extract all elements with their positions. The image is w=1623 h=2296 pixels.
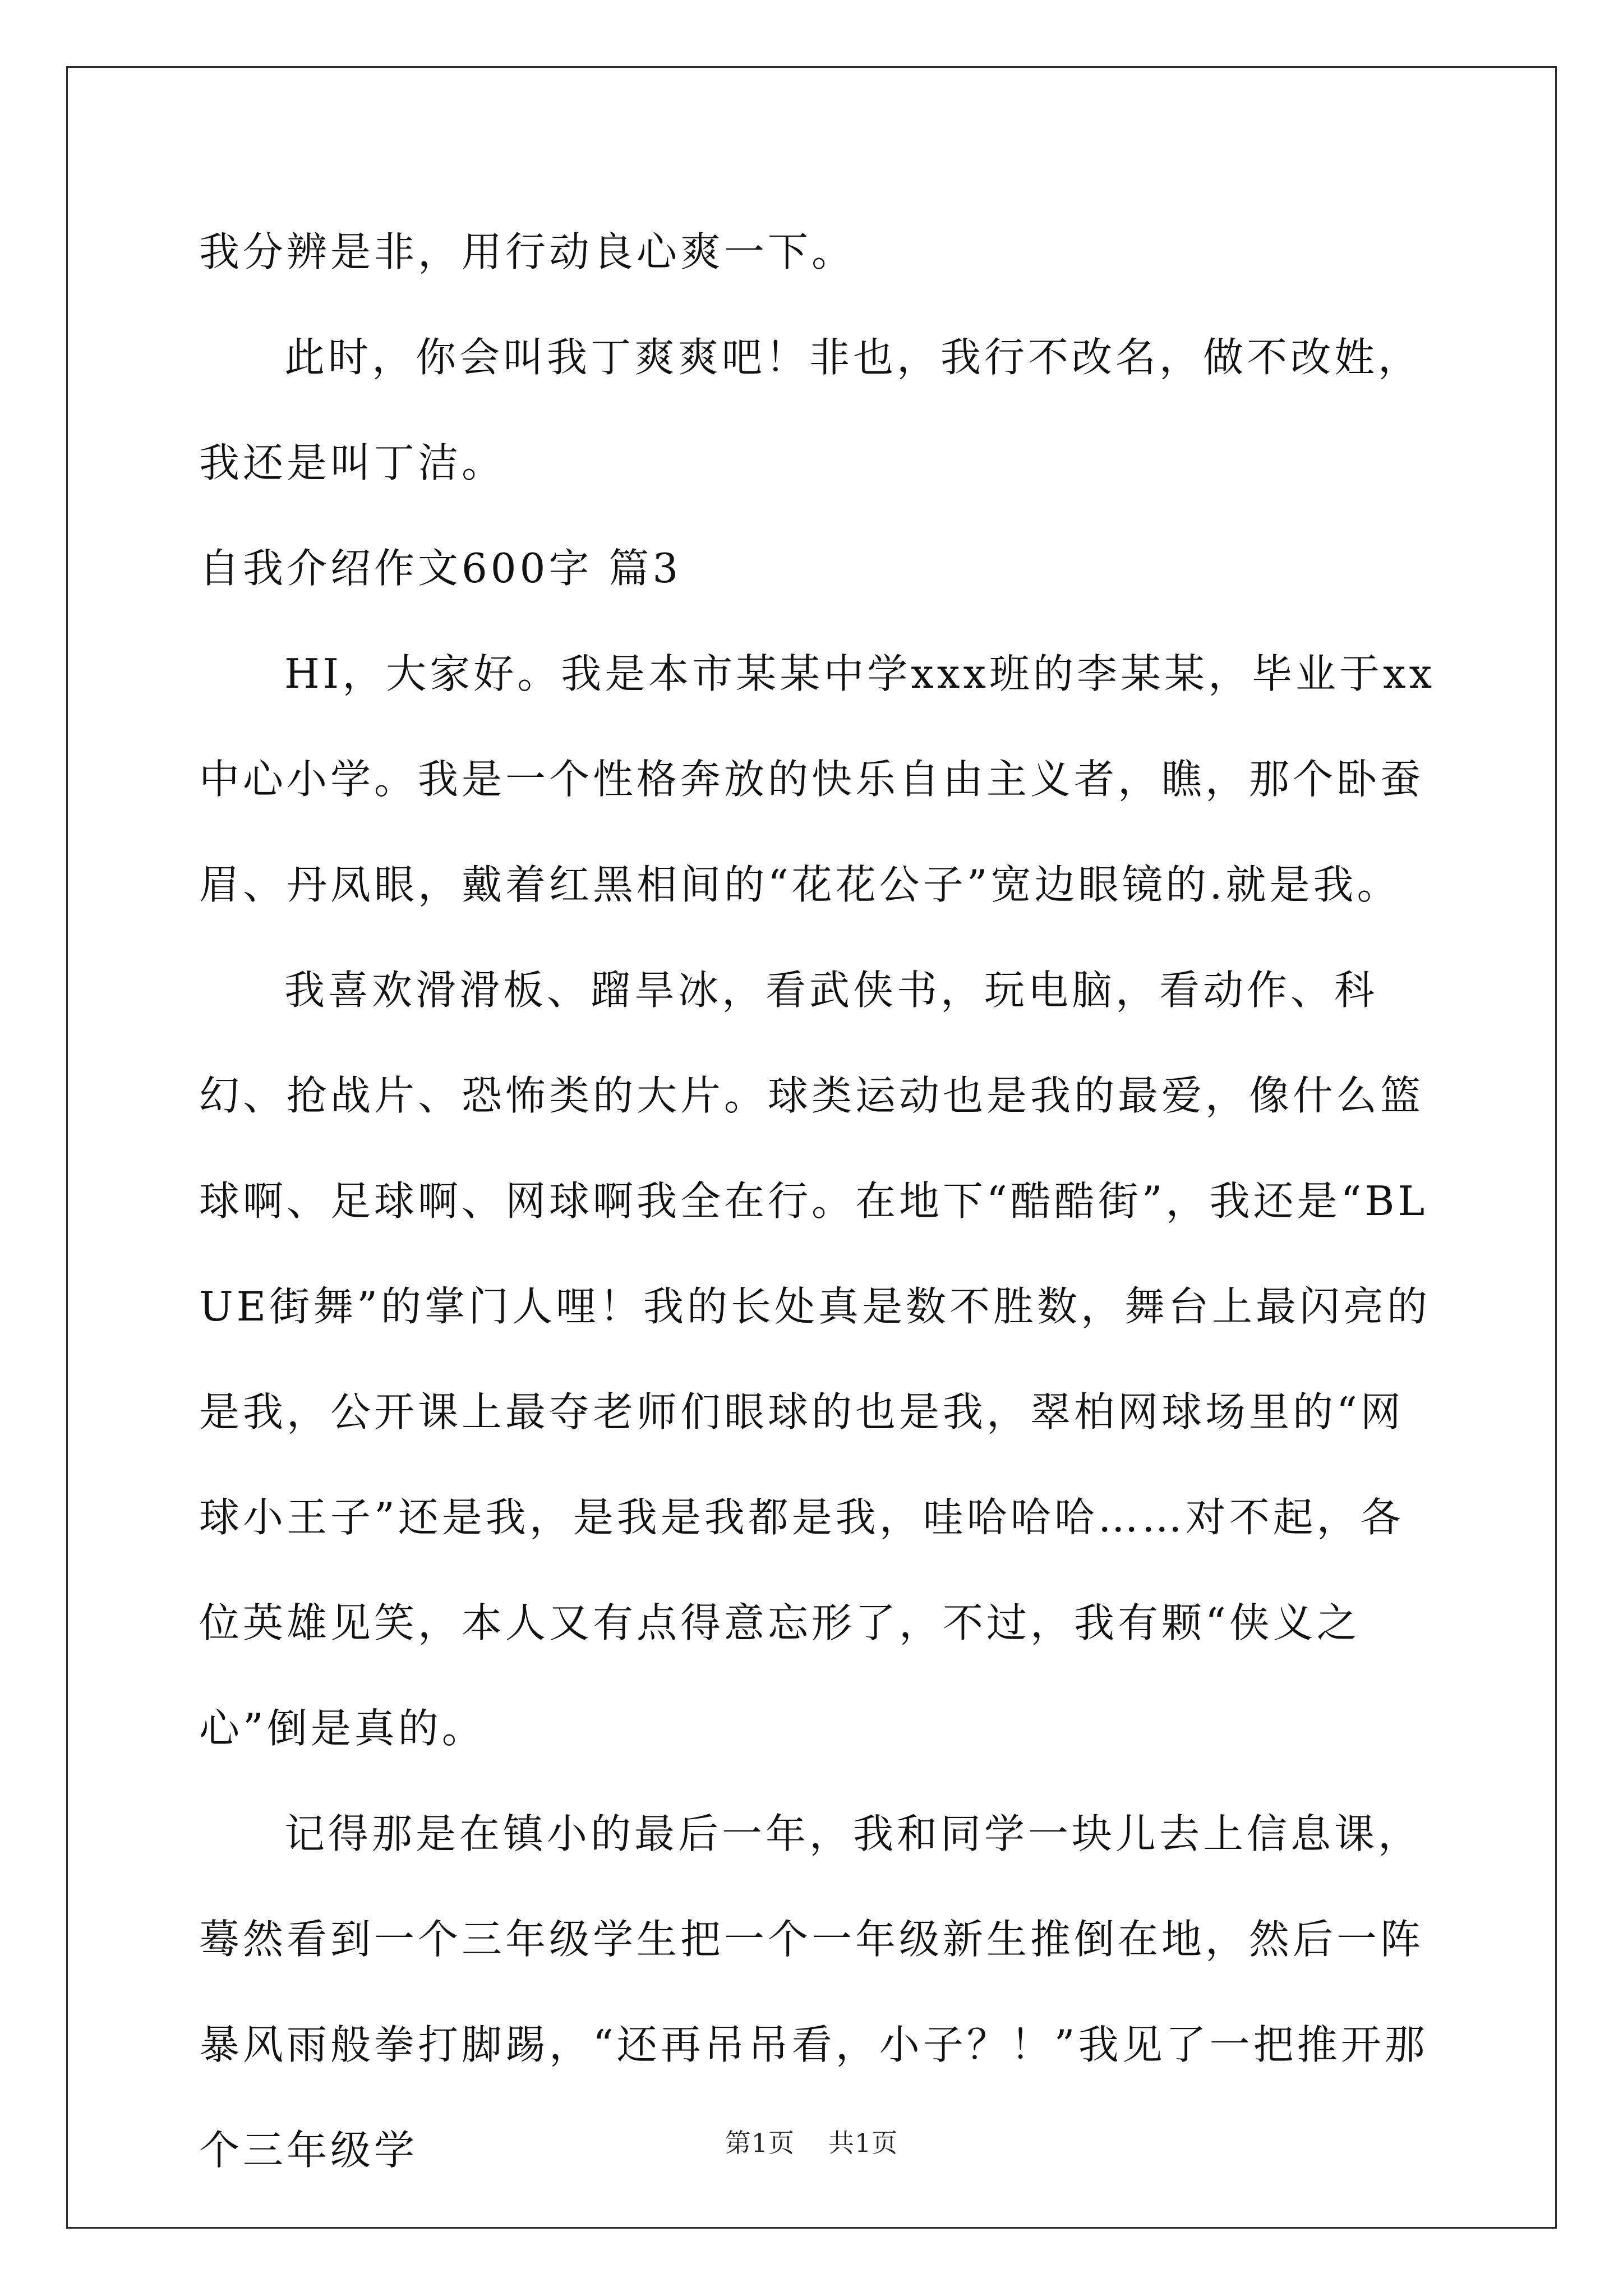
paragraph-1: 我分辨是非，用行动良心爽一下。	[199, 228, 856, 275]
paragraph-3: HI，大家好。我是本市某某中学xxx班的李某某，毕业于xx中心小学。我是一个性格奔放的快乐自由主义者，瞧，那个卧蚕眉、丹凤眼，戴着红黑相间的“花花公子”宽边眼镜的.就是我。	[199, 650, 1436, 908]
paragraph-4: 我喜欢滑滑板、蹓旱冰，看武侠书，玩电脑，看动作、科幻、抢战片、恐怖类的大片。球类运动也是我的最爱，像什么篮球啊、足球啊、网球啊我全在行。在地下“酷酷街”，我还是“BLUE街舞”的掌门人哩！我的长处真是数不胜数，舞台上最闪亮的是我，公开课上最夺老师们眼球的也是我，翠柏网球场里的“网球小王子”还是我，是我是我都是我，哇哈哈哈……对不起，各位英雄见笑，本人又有点得意忘形了，不过，我有颗“侠义之心”倒是真的。	[199, 967, 1431, 1752]
page-number: 第1页	[725, 2128, 795, 2158]
paragraph-2: 此时，你会叫我丁爽爽吧！非也，我行不改名，做不改姓，我还是叫丁洁。	[199, 334, 1422, 486]
section-heading: 自我介绍作文600字 篇3	[199, 545, 682, 592]
paragraph-5: 记得那是在镇小的最后一年，我和同学一块儿去上信息课，蓦然看到一个三年级学生把一个一年级新生推倒在地，然后一阵暴风雨般拳打脚踢，“还再吊吊看，小子？！”我见了一把推开那个三年级学	[199, 1810, 1428, 2174]
document-body	[199, 199, 1440, 2203]
page-total: 共1页	[828, 2128, 898, 2158]
page-footer	[0, 2126, 1623, 2160]
